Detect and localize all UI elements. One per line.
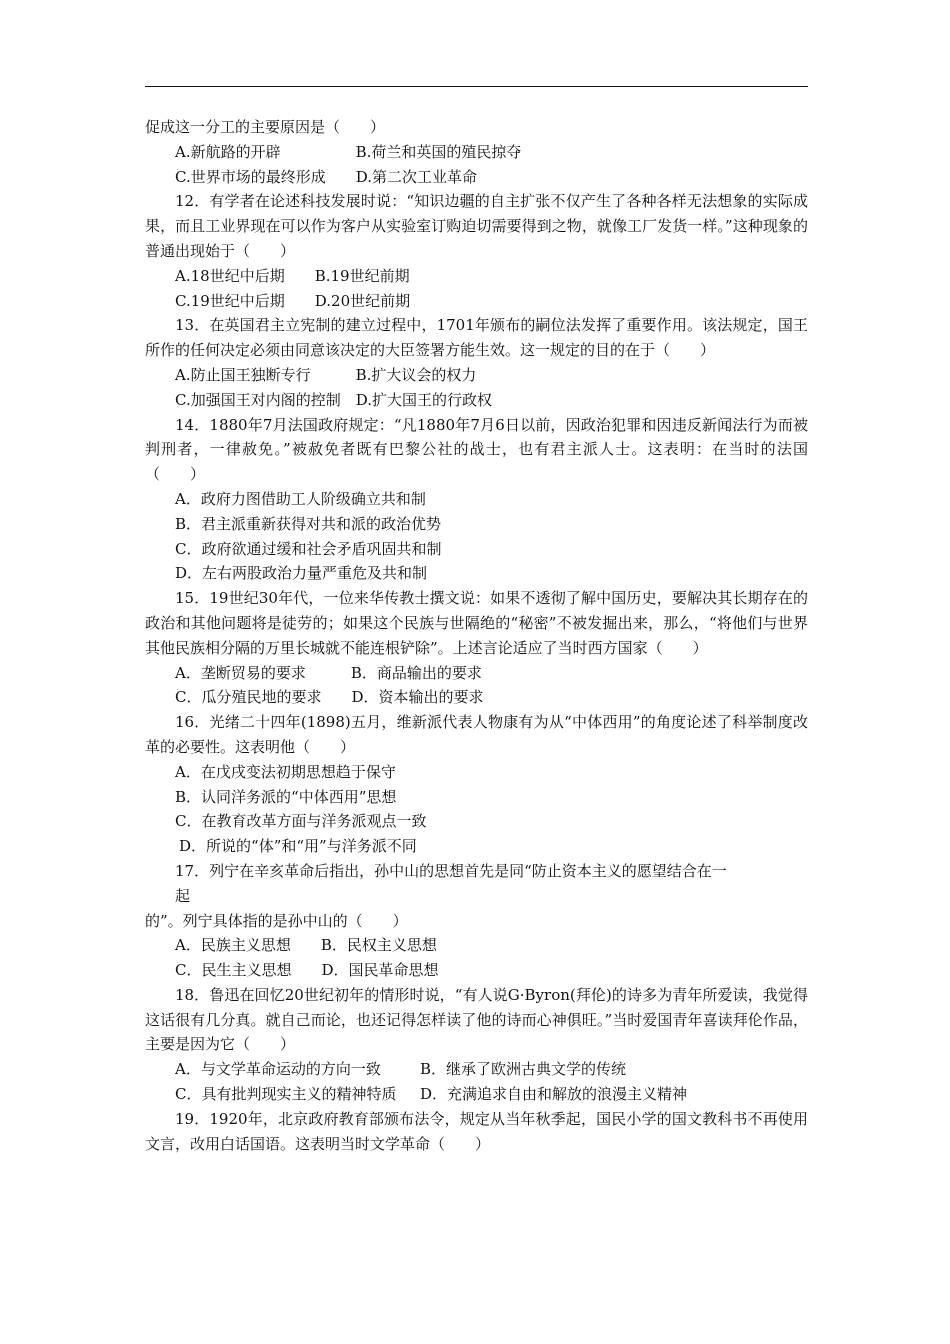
options-q17-cd: C．民生主义思想 D．国民革命思想 xyxy=(175,961,439,980)
options-q13-cd: C.加强国王对内阁的控制 D.扩大国王的行政权 xyxy=(175,390,492,409)
question-13: 13．在英国君主立宪制的建立过程中，1701年颁布的嗣位法发挥了重要作用。该法规定，国王所作的任何决定必须由同意该决定的大臣签署方能生效。这一规定的目的在于（ ） xyxy=(145,316,808,360)
option-q16-c: C．在教育改革方面与洋务派观点一致 xyxy=(175,812,427,831)
options-q11-ab: A.新航路的开辟 B.荷兰和英国的殖民掠夺 xyxy=(175,142,522,161)
option-q18-b: B．继承了欧洲古典文学的传统 xyxy=(420,1060,627,1079)
question-17-line2: 起 xyxy=(175,886,191,905)
question-17-line3: 的”。列宁具体指的是孙中山的（ ） xyxy=(145,911,408,930)
question-18: 18．鲁迅在回忆20世纪初年的情形时说，“有人说G·Byron(拜伦)的诗多为青年所爱读，我觉得这话很有几分真。就自己而论，也还记得怎样读了他的诗而心神俱旺。”当时爱国青年喜读拜伦作品，主要是因为它（ ） xyxy=(145,985,808,1054)
options-q17-ab: A．民族主义思想 B．民权主义思想 xyxy=(175,936,437,955)
question-12: 12．有学者在论述科技发展时说：“知识边疆的自主扩张不仅产生了各种各样无法想象的实际成果，而且工业界现在可以作为客户从实验室订购迫切需要得到之物，就像工厂发货一样。”这种现象的普通出现始于（ ） xyxy=(145,192,808,260)
question-stem-continued: 促成这一分工的主要原因是（ ） xyxy=(145,118,386,136)
question-16: 16．光绪二十四年(1898)五月，维新派代表人物康有为从“中体西用”的角度论述了科举制度改革的必要性。这表明他（ ） xyxy=(145,713,808,756)
option-q14-d: D．左右两股政治力量严重危及共和制 xyxy=(175,564,428,583)
options-q18-cd xyxy=(145,1082,808,1107)
option-q14-b: B．君主派重新获得对共和派的政治优势 xyxy=(175,514,442,533)
options-q15-ab: A．垄断贸易的要求 B．商品输出的要求 xyxy=(175,663,482,682)
option-q16-a: A．在戊戌变法初期思想趋于保守 xyxy=(175,762,396,781)
question-19: 19．1920年，北京政府教育部颁布法令，规定从当年秋季起，国民小学的国文教科书不再使用文言，改用白话国语。这表明当时文学革命（ ） xyxy=(145,1109,808,1153)
options-q15-cd: C．瓜分殖民地的要求 D．资本输出的要求 xyxy=(175,688,484,707)
option-q18-d: D．充满追求自由和解放的浪漫主义精神 xyxy=(420,1085,688,1104)
option-q16-b: B．认同洋务派的“中体西用”思想 xyxy=(175,787,397,806)
options-q12-cd: C.19世纪中后期 D.20世纪前期 xyxy=(175,291,411,310)
option-q14-a: A．政府力图借助工人阶级确立共和制 xyxy=(175,489,426,508)
options-q18-ab xyxy=(145,1057,808,1082)
options-q12-ab: A.18世纪中后期 B.19世纪前期 xyxy=(175,266,410,285)
header-rule xyxy=(145,86,808,87)
question-17-line1: 17．列宁在辛亥革命后指出，孙中山的思想首先是同“防止资本主义的愿望结合在一 xyxy=(175,861,727,880)
option-q18-c: C．具有批判现实主义的精神特质 xyxy=(175,1085,397,1104)
question-15: 15．19世纪30年代，一位来华传教士撰文说：如果不透彻了解中国历史，要解决其长期存在的政治和其他问题将是徒劳的；如果这个民族与世隔绝的“秘密”不被发掘出来，那么，“将他们与世界其他民族相分隔的万里长城就不能连根铲除”。上述言论适应了当时西方国家（ ） xyxy=(145,589,808,657)
option-q18-a: A．与文学革命运动的方向一致 xyxy=(175,1060,381,1079)
option-q14-c: C．政府欲通过缓和社会矛盾巩固共和制 xyxy=(175,539,442,558)
option-q16-d: D．所说的“体”和“用”与洋务派不同 xyxy=(179,837,417,856)
question-14: 14．1880年7月法国政府规定：“凡1880年7月6日以前，因政治犯罪和因违反新闻法行为而被判刑者，一律赦免。”被赦免者既有巴黎公社的战士，也有君主派人士。这表明：在当时的法国（ ） xyxy=(145,415,808,484)
options-q11-cd: C.世界市场的最终形成 D.第二次工业革命 xyxy=(175,167,477,186)
options-q13-ab: A.防止国王独断专行 B.扩大议会的权力 xyxy=(175,365,477,384)
document-body xyxy=(145,115,808,1156)
